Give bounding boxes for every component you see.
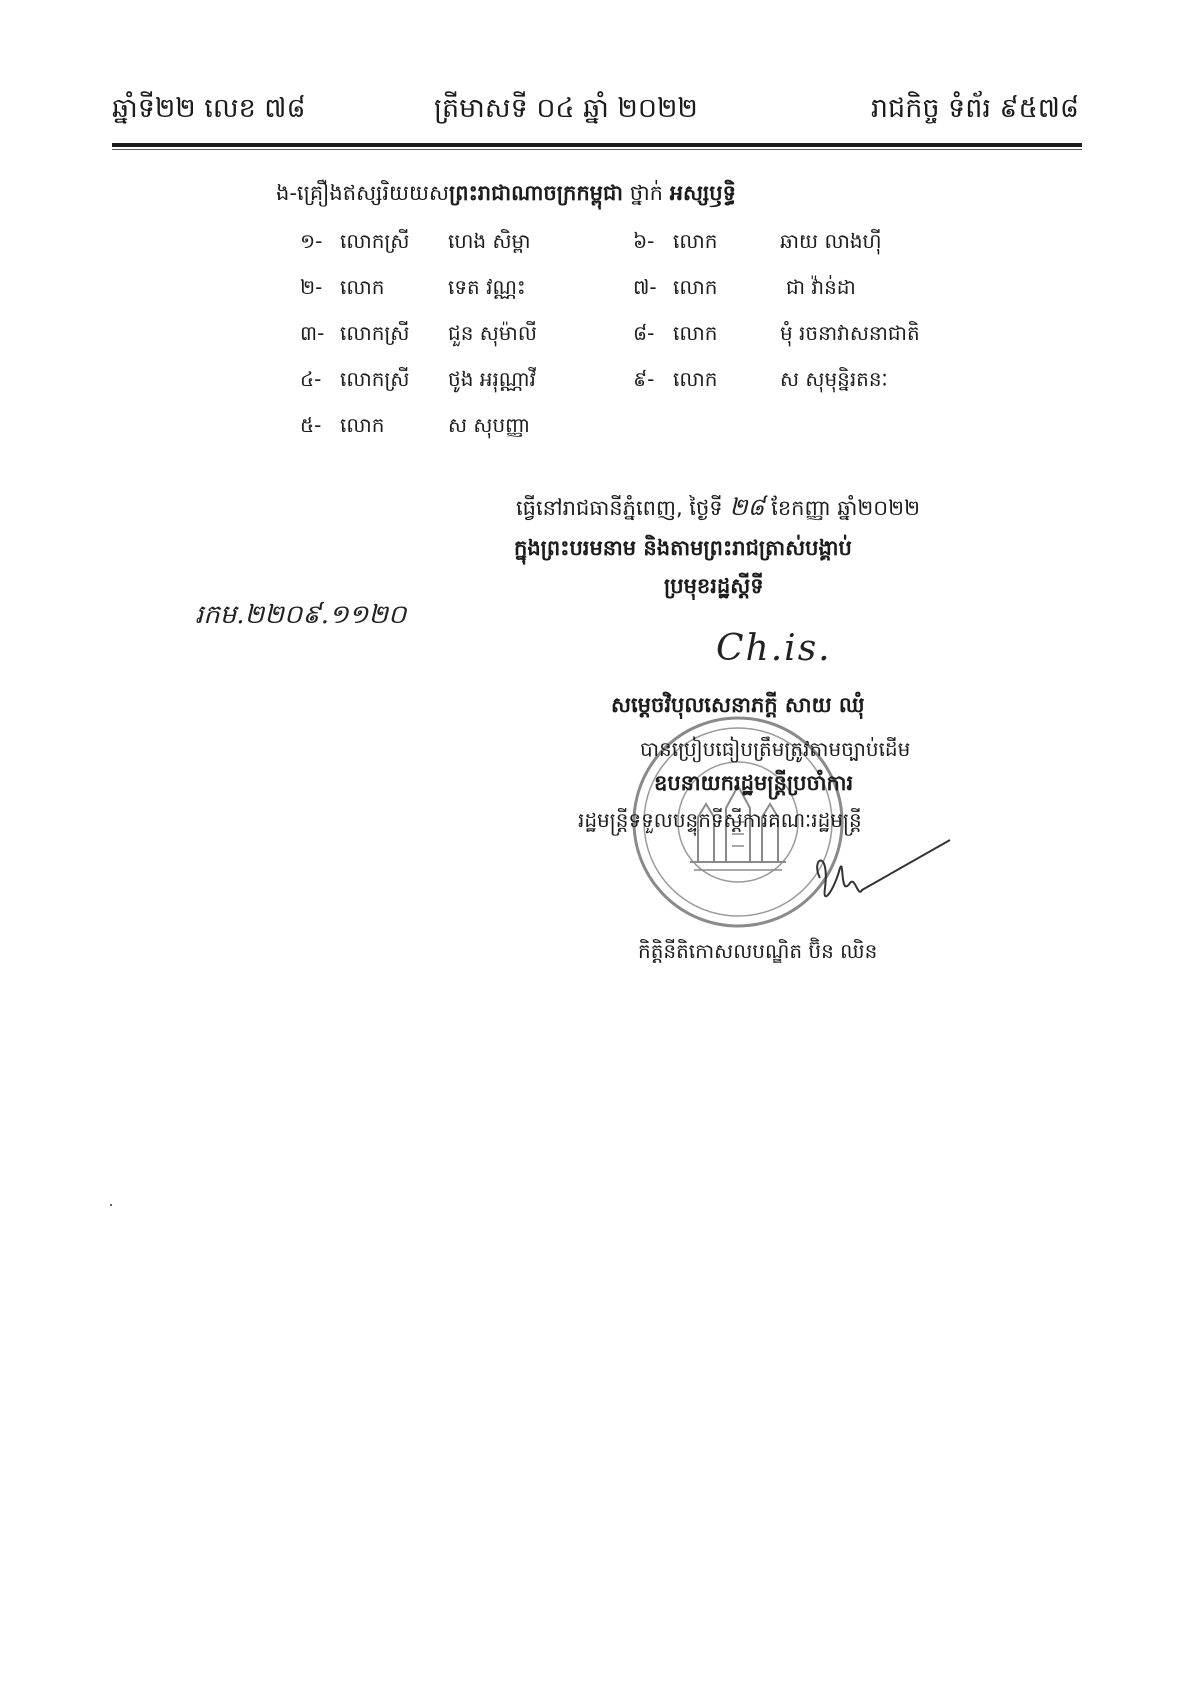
recipient-name: ស សុបញ្ញា bbox=[448, 413, 531, 437]
grade: អស្សឫទ្ធិ bbox=[669, 181, 736, 205]
list-item: ៦- លោក bbox=[633, 229, 718, 253]
header-rule-thick bbox=[112, 143, 1082, 147]
recipient-name: ឆាយ លាងហ៊ី bbox=[780, 229, 882, 253]
header-center: ត្រីមាសទី ០៤ ឆ្នាំ ២០២២ bbox=[434, 93, 698, 124]
list-item: ៤- លោកស្រី bbox=[300, 367, 410, 391]
list-item: ៨- លោក bbox=[633, 321, 718, 345]
recipient-name: ទេត វណ្ណះ bbox=[448, 275, 526, 299]
recipient-name: ស សុមុន្និរតនៈ bbox=[780, 367, 888, 391]
grade-label: ថ្នាក់ bbox=[629, 181, 664, 205]
list-item: ៩- លោក bbox=[633, 367, 718, 391]
order-name: ព្រះរាជាណាចក្រកម្ពុជា bbox=[448, 181, 623, 205]
authority-line: ក្នុងព្រះបរមនាម និងតាមព្រះរាជត្រាស់បង្គាប់ bbox=[514, 536, 852, 560]
list-item: ៣- លោកស្រី bbox=[300, 321, 410, 345]
place-date-line: ធ្វើនៅរាជធានីភ្នំពេញ, ថ្ងៃទី ២៨ ខែកញ្ញា ឆ្នាំ២០២២ bbox=[516, 493, 920, 521]
section-prefix: ង-គ្រឿងឥស្សរិយយស bbox=[276, 181, 449, 205]
recipient-name: មុំ រចនាវាសនាជាតិ bbox=[780, 321, 920, 345]
recipient-name: ជា វ៉ាន់ដា bbox=[786, 275, 856, 299]
list-item: ១- លោកស្រី bbox=[300, 229, 410, 253]
head-of-state-line: ប្រមុខរដ្ឋស្តីទី bbox=[664, 574, 764, 598]
signature: Ch.is. bbox=[716, 628, 832, 669]
section-heading bbox=[276, 180, 736, 211]
list-item: ៥- លោក bbox=[300, 413, 385, 437]
cert-role-minister: រដ្ឋមន្ត្រីទទួលបន្ទុកទីស្តីការគណៈរដ្ឋមន្ត្រី bbox=[578, 808, 862, 832]
list-item: ២- លោក bbox=[300, 275, 385, 299]
certifier-signature-icon bbox=[780, 828, 960, 928]
cert-name: កិត្តិនីតិកោសលបណ្ឌិត ប៊ិន ឈិន bbox=[638, 939, 878, 963]
handwritten-day: ២៨ bbox=[729, 493, 765, 521]
recipient-name: ថូង អរុណ្ណាវី bbox=[448, 367, 536, 391]
list-item: ៧- លោក bbox=[633, 275, 718, 299]
signatory-name: សម្តេចវិបុលសេនាភក្តី សាយ ឈុំ bbox=[611, 693, 865, 717]
scan-speck bbox=[110, 1204, 112, 1206]
handwritten-reference: រកម.២២០៩.១១២០ bbox=[195, 600, 407, 630]
cert-role-deputy-pm: ឧបនាយករដ្ឋមន្ត្រីប្រចាំការ bbox=[654, 771, 854, 795]
certified-true-copy: បានប្រៀបធៀបត្រឹមត្រូវតាមច្បាប់ដើម bbox=[640, 737, 911, 761]
header-right: រាជកិច្ច ទំព័រ ៩៥៧៨ bbox=[870, 93, 1079, 124]
recipient-name: ហេង សិម្ពា bbox=[448, 229, 531, 253]
header-left: ឆ្នាំទី២២ លេខ ៧៨ bbox=[112, 93, 306, 124]
header-rule-thin bbox=[112, 149, 1082, 150]
recipient-name: ជួន សុម៉ាលី bbox=[448, 321, 537, 345]
